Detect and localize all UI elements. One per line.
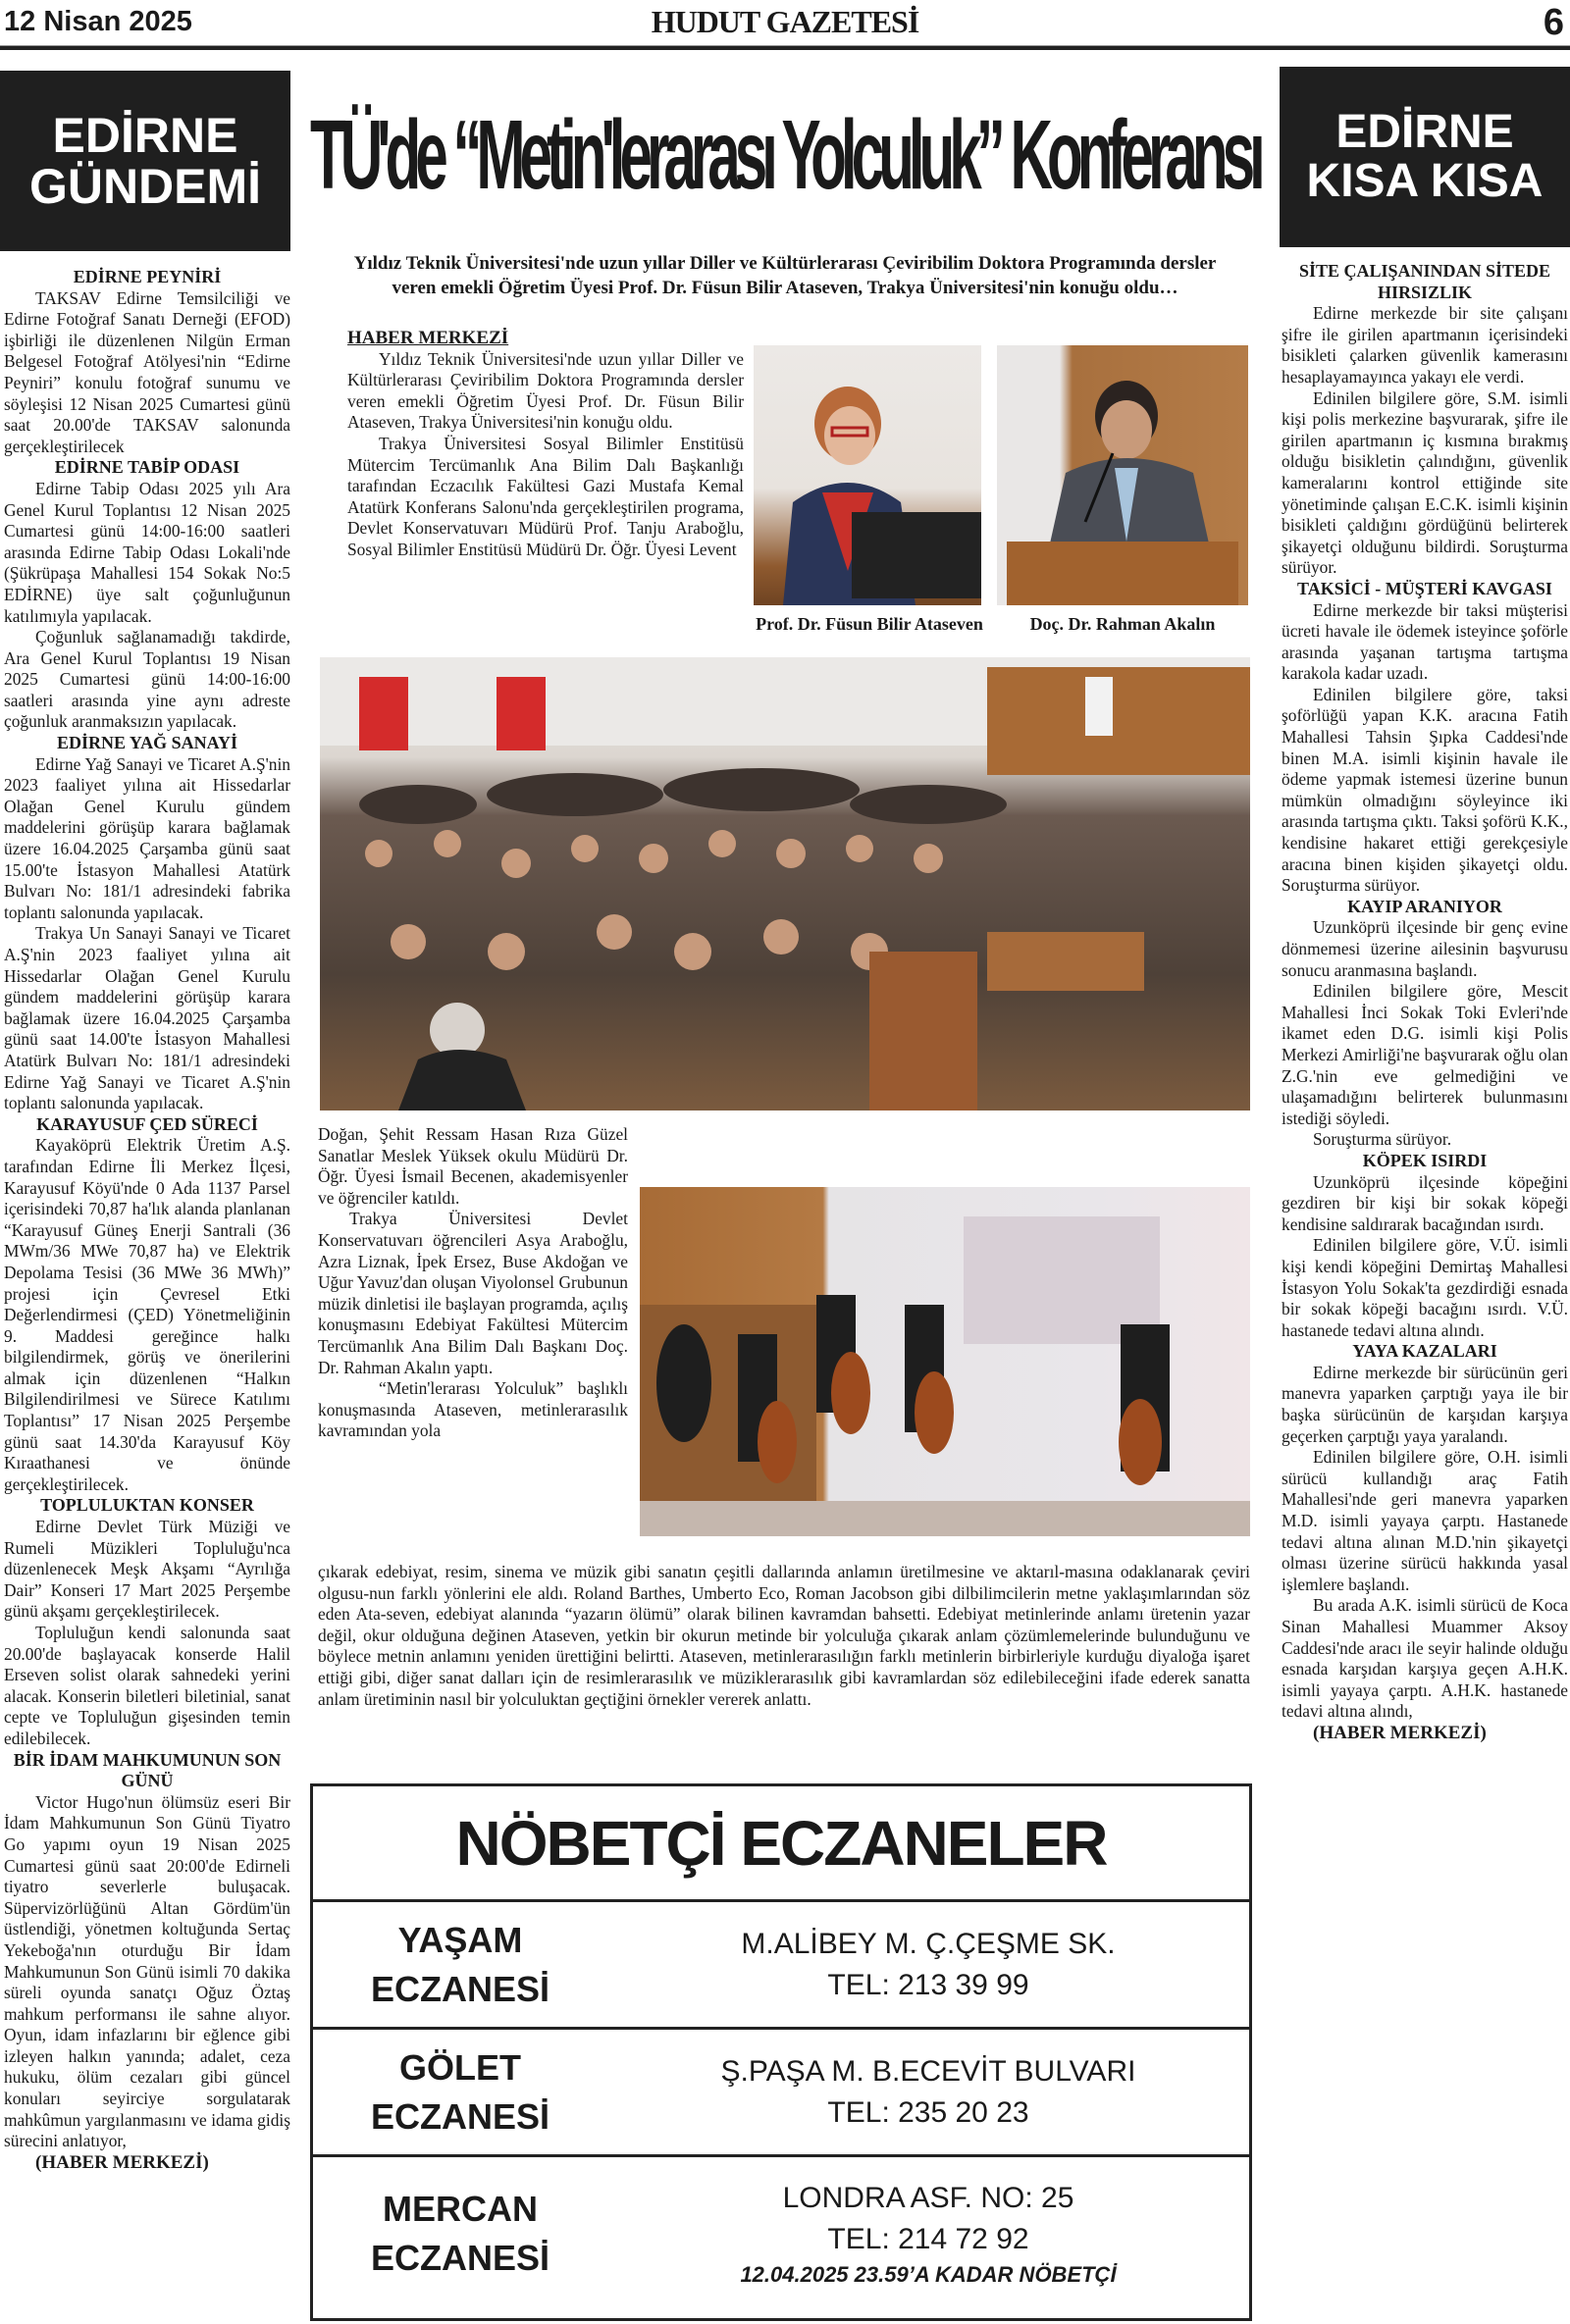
headline-container [306,77,1264,233]
news-item-title: EDİRNE TABİP ODASI [54,457,240,478]
news-item-paragraph: Edinilen bilgilere göre, taksi şoförlüğü yapan K.K. aracına Fatih Mahallesi Tahsin Şıpka Caddesi'nde binen M.A. isimli kişinin havale ile ödeme yapmak istemesi üzerine bunun mümkün olmadığını söyleyince iki arasında tartışma çıktı. Taksi şoförü K.K., kendisine hakaret ettiği gerekçesiyle aracına binen kişiden şikayetçi oldu. Soruşturma sürüyor. [1282,684,1568,896]
pharmacy-address: M.ALİBEY M. Ç.ÇEŞME SK. [741,1927,1116,1960]
news-item-paragraph: Edirne Yağ Sanayi ve Ticaret A.Ş'nin 2023 faaliyet yılına ait Hissedarlar Olağan Genel Kurulu gündem maddelerini görüşüp karara bağlamak üzere 16.04.2025 Çarşamba günü saat 15.00'te İstasyon Mahallesi Atatürk Bulvarı No: 181/1 adresindeki fabrika toplantı salonunda yapılacak. [4,753,290,922]
news-item-paragraph: Victor Hugo'nun ölümsüz eseri Bir İdam Mahkumunun Son Günü Tiyatro Go yapımı oyun 19 Nisan 2025 Cumartesi günü saat 20:00'de Edirneli tiyatro severlerle buluşacak. Süpervizörlüğünü Altan Gördüm'ün üstlendiği, yönetmen koltuğunda Sertaç Yekeboğa'nın oturduğu Bir İdam Mahkumunun Son Günü isimli 70 dakika süreli oyunda sanatçı Oğuz Öztaş mahkum performansı ile sahne alıyor. Oyun, idam infazlarını bir eğlence gibi izleyen halkın yanında; adalet, ceza hukuku, ölüm cezaları gibi güncel konuları seyirciye sorgulatarak mahkûmun yargılanmasını ve idama gidiş sürecini anlatıyor, [4,1791,290,2151]
left-news-column [4,267,290,2173]
news-item-paragraph: Bu arada A.K. isimli sürücü de Koca Sinan Mahallesi Muammer Aksoy Caddesi'nde aracı ile seyir halinde olduğu esnada karşıdan karşıya geçen A.H.K. isimli yayaya çarptı. A.H.K. hastanede tedavi altına alındı, [1282,1595,1568,1722]
pharmacy-name [313,1902,607,2027]
ensemble-illustration [640,1187,1250,1536]
news-item-title: YAYA KAZALARI [1352,1341,1497,1362]
news-item-title: EDİRNE YAĞ SANAYİ [56,733,238,753]
signoff: (HABER MERKEZİ) [1313,1722,1487,1743]
article-deck: Yıldız Teknik Üniversitesi'nde uzun yıllar Diller ve Kültürlerarası Çeviribilim Doktora Programında dersler veren emekli Öğretim Üyesi Prof. Dr. Füsun Bilir Ataseven, Trakya Üniversitesi'nin konuğu oldu… [353,253,1217,298]
pharmacy-info [607,2030,1249,2154]
news-item-paragraph: Kayaköprü Elektrik Üretim A.Ş. tarafından Edirne İli Merkez İlçesi, Karayusuf Köyü'nde 0 Ada 1137 Parsel içerisindeki 70,87 ha'lık alanda planlanan “Karayusuf Güneş Enerji Santrali (36 MWm/36 MWe 70,87 ha) ve Elektrik Depolama Tesisi (36 MWe 36 MWh)” projesi için Çevresel Etki Değerlendirmesi (ÇED) Yönetmeliğinin 9. Maddesi gereğince halkı bilgilendirmek, görüş ve önerilerini almak için düzenlenen “Halkın Bilgilendirilmesi ve Sürece Katılımı Toplantısı” 17 Nisan 2025 Perşembe günü saat 14.30'da Karayusuf Köy Kıraathanesi ve önünde gerçekleştirilecek. [4,1135,290,1494]
photo-caption: Doç. Dr. Rahman Akalın [1029,614,1216,634]
section-label-edirne-kisa-kisa [1280,67,1570,247]
news-item-title: SİTE ÇALIŞANINDAN SİTEDE HIRSIZLIK [1298,261,1551,302]
news-item-paragraph: Edinilen bilgilere göre, S.M. isimli kişi polis merkezine başvurarak, şifre ile girilen apartmanın iç kısmına bırakmış olduğu bisikletin çalındığını, güvenlik kameralarını kontrol ettiğinde site yönetiminde çalışan E.C.K. isimli kişinin bisikleti çaldığını gördüğünü belirterek şikayetçi olduğunu bildirdi. Soruşturma sürüyor. [1282,387,1568,578]
news-item-paragraph: Edinilen bilgilere göre, Mescit Mahallesi İnci Sokak Toki Evleri'nde ikamet eden D.G. isimli kişi Polis Merkezi Amirliği'ne başvurarak oğlu olan Z.G.'nin eve gelmediğini ve ulaşamadığını belirterek bulunmasını istediği söyledi. [1282,981,1568,1128]
section-label-line: EDİRNE [52,107,238,163]
pharmacy-name-line: YAŞAM [397,1919,523,1960]
pharmacy-name-line: GÖLET [399,2046,521,2088]
article-paragraph: Doğan, Şehit Ressam Hasan Rıza Güzel Sanatlar Meslek Yüksek okulu Müdürü Dr. Öğr. Üyesi İsmail Becenen, akademisyenler ve öğrenciler katıldı. [318,1124,628,1208]
pharmacy-phone: TEL: 213 39 99 [827,1968,1029,2001]
news-item-title: KÖPEK ISIRDI [1362,1150,1488,1170]
duty-pharmacies-title-text: NÖBETÇİ ECZANELER [455,1807,1107,1879]
page-number: 6 [1543,2,1564,43]
pharmacy-name [313,2030,607,2154]
article-body-top [347,328,744,651]
portrait-illustration [997,345,1248,605]
news-item-paragraph: Uzunköprü ilçesinde köpeğini gezdiren bir kişi bir sokak köpeği kendisine saldırarak bacağından ısırdı. [1282,1171,1568,1234]
newspaper-name: HUDUT GAZETESİ [651,4,919,39]
pharmacy-row [313,1902,1249,2030]
article-paragraph: çıkarak edebiyat, resim, sinema ve müzik gibi sanatın çeşitli dallarında anlamın üretilmesine ve aktarıl-masına odaklanarak çeviri olgusu-nun farklı yönlerini ele aldı. Roland Barthes, Umberto Eco, Roman Jacobson gibi dilbilimcilerin metne yaklaşımlarından söz eden Ata-seven, edebiyat alanında “yazarın ölümü” olarak bilinen kavramdan bahsetti. Edebiyat metinlerinde anlamı üretenin yazar değil, okur olduğuna değinen Ataseven, yetkin bir okurun metinde bir yolculuğa çıkarak anlam çözümlemelerinde bulunduğunu ve böylece metnin anlamını yeniden ürettiğini belirtti. Ataseven, metinlerarasılığın farklı metinlerin birbirleriyle kurduğu diyaloğa işaret ettiği gibi, diğer sanat dalları için de resimlerarasılık ve müziklerarasılık gibi kavramlardan söz edilebileceğini ifade ederek sanatta anlam üretiminin nasıl bir yolculuktan geçtiğini örnekler vererek anlattı. [318,1562,1250,1709]
duty-hours-note: 12.04.2025 23.59’A KADAR NÖBETÇİ [740,2261,1117,2287]
news-item-title: TAKSİCİ - MÜŞTERİ KAVGASI [1297,578,1552,598]
portrait-illustration [754,345,981,605]
pharmacy-name-line: MERCAN [383,2188,538,2229]
pharmacy-address: LONDRA ASF. NO: 25 [782,2181,1074,2214]
news-item-title: EDİRNE PEYNİRİ [73,267,222,286]
news-item-paragraph: Çoğunluk sağlanamadığı takdirde, Ara Genel Kurul Toplantısı 19 Nisan 2025 Cumartesi günü 14:00-16:00 saatleri arasında yine aynı adreste çoğunluk aranmaksızın yapılacak. [4,627,290,732]
pharmacy-row [313,2030,1249,2157]
section-label-line: KISA KISA [1306,155,1544,207]
pharmacy-phone: TEL: 235 20 23 [827,2095,1029,2129]
pharmacy-address: Ş.PAŞA M. B.ECEVİT BULVARI [720,2054,1136,2088]
news-item-paragraph: Edirne merkezde bir site çalışanı şifre ile girilen apartmanın içerisindeki bisikleti çalarken güvenlik kamerasını hesaplayamayınca yakayı ele verdi. [1282,303,1568,387]
news-item-paragraph: Edirne Devlet Türk Müziği ve Rumeli Müzikleri Topluluğu'nca düzenlenecek Meşk Akşamı “Ayrılığa Dair” Konseri 17 Mart 2025 Perşembe günü akşamı gerçekleştirilecek. [4,1517,290,1622]
news-item-paragraph: Edinilen bilgilere göre, O.H. isimli sürücü kullandığı araç Fatih Mahallesi'nde geri manevra yaparken M.D. isimli yayaya çarptı. Hastanede tedavi altına alınan M.D.'nin şikayetçi olması üzerine sürücü hakkında yasal işlemlere başlandı. [1282,1447,1568,1594]
section-label-line: GÜNDEMİ [28,159,262,214]
photo-rahman-akalin [997,345,1248,605]
news-item-paragraph: Edirne merkezde bir taksi müşterisi ücreti havale ile ödemek isteyince şoförle arasında yaşanan tartışma tartışma karakola kadar uzadı. [1282,599,1568,684]
news-item-paragraph: Edirne Tabip Odası 2025 yılı Ara Genel Kurul Toplantısı 12 Nisan 2025 Cumartesi günü 14:00-16:00 saatleri arasında Edirne Tabip Odası Lokali'nde (Şükrüpaşa Mahallesi 154 Sokak No:5 EDİRNE) üye salt çoğunluğunun katılımıyla yapılacak. [4,478,290,626]
news-item-paragraph: Soruşturma sürüyor. [1313,1129,1452,1150]
article-paragraph: Yıldız Teknik Üniversitesi'nde uzun yıllar Diller ve Kültürlerarası Çeviribilim Doktora Programında dersler veren emekli Öğretim Üyesi Prof. Dr. Füsun Bilir Ataseven, Trakya Üniversitesi'nin konuğu oldu. [347,348,744,433]
pharmacy-name-line: ECZANESİ [370,2095,550,2137]
news-item-paragraph: Edirne merkezde bir sürücünün geri manevra yaparken çarptığı yaya ile bir başka sürücünün de karşıdan karşıya geçerken çarptığı yaya yaralandı. [1282,1362,1568,1446]
right-news-column [1282,261,1568,1744]
article-body-wide [318,1562,1250,1774]
pharmacy-phone: TEL: 214 72 92 [827,2222,1029,2255]
article-byline: HABER MERKEZİ [347,328,509,348]
news-item-paragraph: Trakya Un Sanayi Sanayi ve Ticaret A.Ş'nin 2023 faaliyet yılına ait Hissedarlar Olağan Genel Kurulu gündem maddelerini görüşüp karara bağlamak üzere 16.04.2025 Çarşamba günü saat 14.00'te İstasyon Mahallesi Atatürk Bulvarı No: 181/1 adresindeki Edirne Yağ Sanayi ve Ticaret A.Ş'nin toplantı salonunda yapılacak. [4,923,290,1113]
article-paragraph: Trakya Üniversitesi Sosyal Bilimler Enstitüsü Mütercim Tercümanlık Ana Bilim Dalı Başkanlığı tarafından Eczacılık Fakültesi Gazi Mustafa Kemal Atatürk Konferans Salonu'nda gerçekleştirilen programa, Devlet Konservatuvarı Müdürü Prof. Tanju Araboğlu, Sosyal Bilimler Enstitüsü Müdürü Dr. Öğr. Üyesi Levent [347,433,744,559]
pharmacy-name-line: ECZANESİ [370,2237,550,2278]
news-item-paragraph: Edinilen bilgilere göre, V.Ü. isimli kişi kendi köpeğini Demirtaş Mahallesi İstasyon Yolu Sokak'ta gezdirdiği esnada bir sokak köpeği bacağını ısırdı. V.Ü. hastanede tedavi altına alındı. [1282,1235,1568,1340]
photo-caption: Prof. Dr. Füsun Bilir Ataseven [756,614,983,634]
duty-pharmacies-title [313,1786,1249,1902]
photo-cello-ensemble [640,1187,1250,1536]
main-headline: TÜ'de “Metin'lerarası Yolculuk” Konferansı [310,100,1260,210]
pharmacy-row [313,2157,1249,2309]
news-item-title: TOPLULUKTAN KONSER [40,1495,254,1516]
news-item-title: BİR İDAM MAHKUMUNUN SON GÜNÜ [13,1749,282,1791]
signoff: (HABER MERKEZİ) [35,2151,209,2173]
news-item-title: KARAYUSUF ÇED SÜRECİ [36,1113,258,1134]
pharmacy-name-line: ECZANESİ [370,1968,550,2009]
news-item-title: KAYIP ARANIYOR [1347,896,1502,916]
pharmacy-info [607,2157,1249,2309]
photo-conference-audience [320,657,1250,1110]
news-item-paragraph: Uzunköprü ilçesinde bir genç evine dönmemesi üzerine ailesinin başvurusu sonucu aranmasına başlandı. [1282,917,1568,980]
pharmacy-name [313,2157,607,2309]
masthead-rule [0,45,1570,50]
article-body-mid [318,1124,628,1556]
audience-illustration [320,657,1250,1110]
duty-pharmacies-box [310,1783,1252,2321]
article-paragraph: Trakya Üniversitesi Devlet Konservatuvarı öğrencileri Asya Araboğlu, Azra Liznak, İpek Ersez, Buse Akdoğan ve Uğur Yavuz'dan oluşan Viyolonsel Grubunun müzik dinletisi ile başlayan programda, açılış konuşmasını Edebiyat Fakültesi Mütercim Tercümanlık Ana Bilim Dalı Başkanı Doç. Dr. Rahman Akalın yaptı. [318,1209,628,1377]
article-paragraph: “Metin'lerarası Yolculuk” başlıklı konuşmasında Ataseven, metinlerarasılık kavramından yola [318,1378,628,1441]
news-item-paragraph: Topluluğun kendi salonunda saat 20.00'de başlayacak konserde Halil Erseven solist olarak sahnedeki yerini alacak. Konserin biletleri biletinial, sanat cepte ve Topluluğun gişesinden temin edilebilecek. [4,1623,290,1748]
issue-date: 12 Nisan 2025 [4,6,192,37]
section-label-line: EDİRNE [1335,105,1514,158]
photo-fusun-bilir-ataseven [754,345,981,605]
section-label-edirne-gundemi [0,71,290,251]
news-item-paragraph: TAKSAV Edirne Temsilciliği ve Edirne Fotoğraf Sanatı Derneği (EFOD) işbirliği ile düzenlenen Nilgün Erman Belgesel Fotoğraf Atölyesi'nin “Edirne Peyniri” konulu fotoğraf sunumu ve söyleşisi 12 Nisan 2025 Cumartesi günü saat 20.00'de TAKSAV salonunda gerçekleştirilecek [4,287,290,456]
pharmacy-info [607,1902,1249,2027]
